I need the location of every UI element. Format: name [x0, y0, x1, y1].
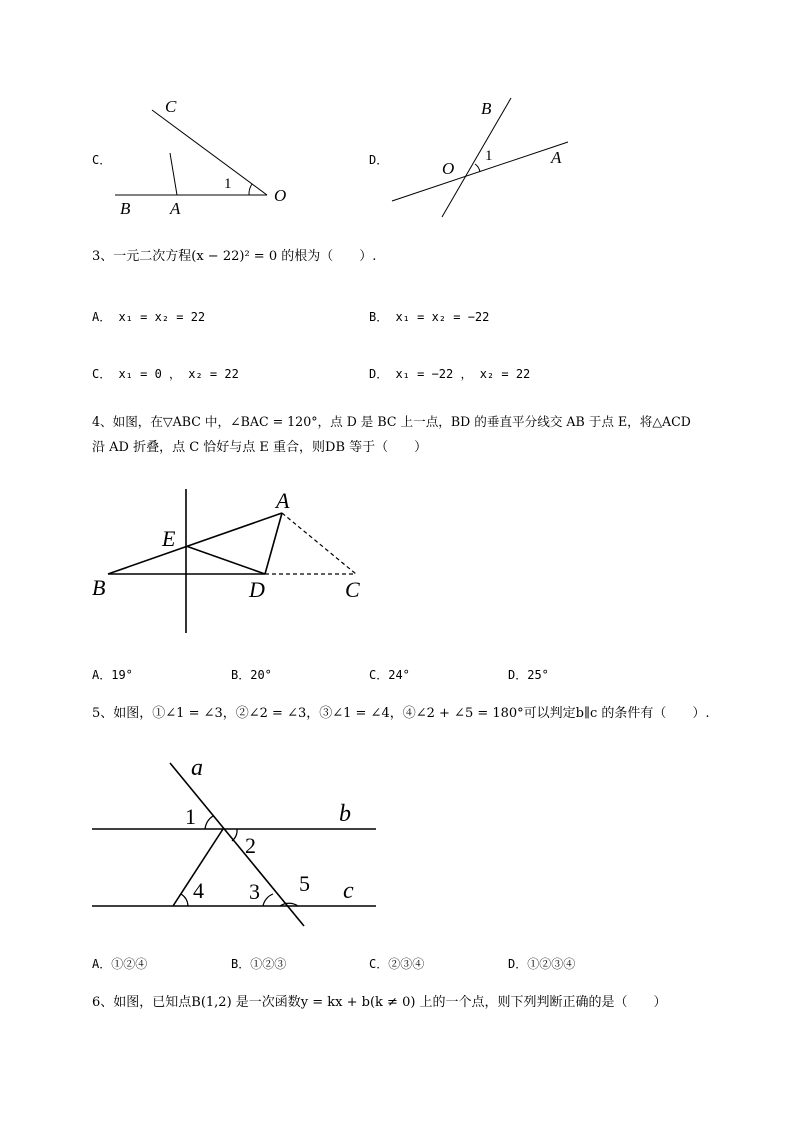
fig-c-label-o: O: [274, 186, 287, 205]
fig-d-label-a: A: [551, 148, 562, 167]
fig-d-angle-1: 1: [485, 148, 493, 164]
fig-q4-label-a: A: [276, 488, 290, 513]
fig-q5-label-b: b: [339, 801, 351, 827]
fig-c-label-a: A: [170, 199, 181, 218]
fig-c-angle-1: 1: [224, 176, 232, 192]
q3-option-d[interactable]: D． x₁ = −22 ， x₂ = 22: [369, 367, 531, 381]
fig-q4-label-e: E: [162, 526, 176, 551]
q5-option-b[interactable]: B．①②③: [231, 957, 287, 971]
fig-q5-label-c: c: [343, 878, 354, 904]
question-3-stem: 3、一元二次方程(x − 22)² = 0 的根为（ ）.: [92, 249, 377, 264]
fig-q5-angle-5: 5: [299, 871, 310, 896]
fig-c-label-b: B: [120, 199, 131, 218]
q3-option-a[interactable]: A． x₁ = x₂ = 22: [92, 310, 206, 324]
fig-q5-angle-3: 3: [249, 879, 260, 904]
option-d-label: D．: [369, 153, 389, 167]
fig-d-label-b: B: [481, 99, 492, 118]
fig-q4-label-d: D: [249, 577, 265, 602]
q3-option-c[interactable]: C． x₁ = 0 ， x₂ = 22: [92, 367, 239, 381]
fig-q4-label-c: C: [345, 577, 360, 602]
fig-c-label-c: C: [165, 97, 177, 116]
question-4-stem-line-2: 沿 AD 折叠，点 C 恰好与点 E 重合，则DB 等于（ ）: [92, 440, 428, 455]
q4-option-c[interactable]: C．24°: [369, 668, 410, 682]
question-4-stem-line-1: 4、如图，在▽ABC 中，∠BAC = 120°，点 D 是 BC 上一点，BD 的垂直平分线交 AB 于点 E，将△ACD: [92, 414, 691, 429]
q5-option-c[interactable]: C．②③④: [369, 957, 425, 971]
q4-option-b[interactable]: B．20°: [231, 668, 272, 682]
question-5-stem: 5、如图，①∠1 = ∠3，②∠2 = ∠3，③∠1 = ∠4，④∠2 + ∠5 = 180°可以判定b∥c 的条件有（ ）.: [92, 706, 710, 721]
q3-option-b[interactable]: B． x₁ = x₂ = −22: [369, 310, 490, 324]
option-c-label: C．: [92, 153, 112, 167]
fig-q5-angle-4: 4: [193, 878, 204, 903]
q4-option-a[interactable]: A．19°: [92, 668, 133, 682]
fig-d-label-o: O: [442, 159, 455, 178]
fig-q5-label-a: a: [191, 755, 203, 781]
question-6-stem: 6、如图，已知点B(1,2) 是一次函数y = kx + b(k ≠ 0) 上的一个点，则下列判断正确的是（ ）: [92, 995, 667, 1010]
fig-q5-angle-2: 2: [245, 833, 256, 858]
fig-q4-label-b: B: [92, 575, 106, 600]
q5-option-d[interactable]: D．①②③④: [508, 957, 576, 971]
fig-q5-angle-1: 1: [185, 804, 196, 829]
q5-option-a[interactable]: A．①②④: [92, 957, 148, 971]
q4-option-d[interactable]: D．25°: [508, 668, 549, 682]
